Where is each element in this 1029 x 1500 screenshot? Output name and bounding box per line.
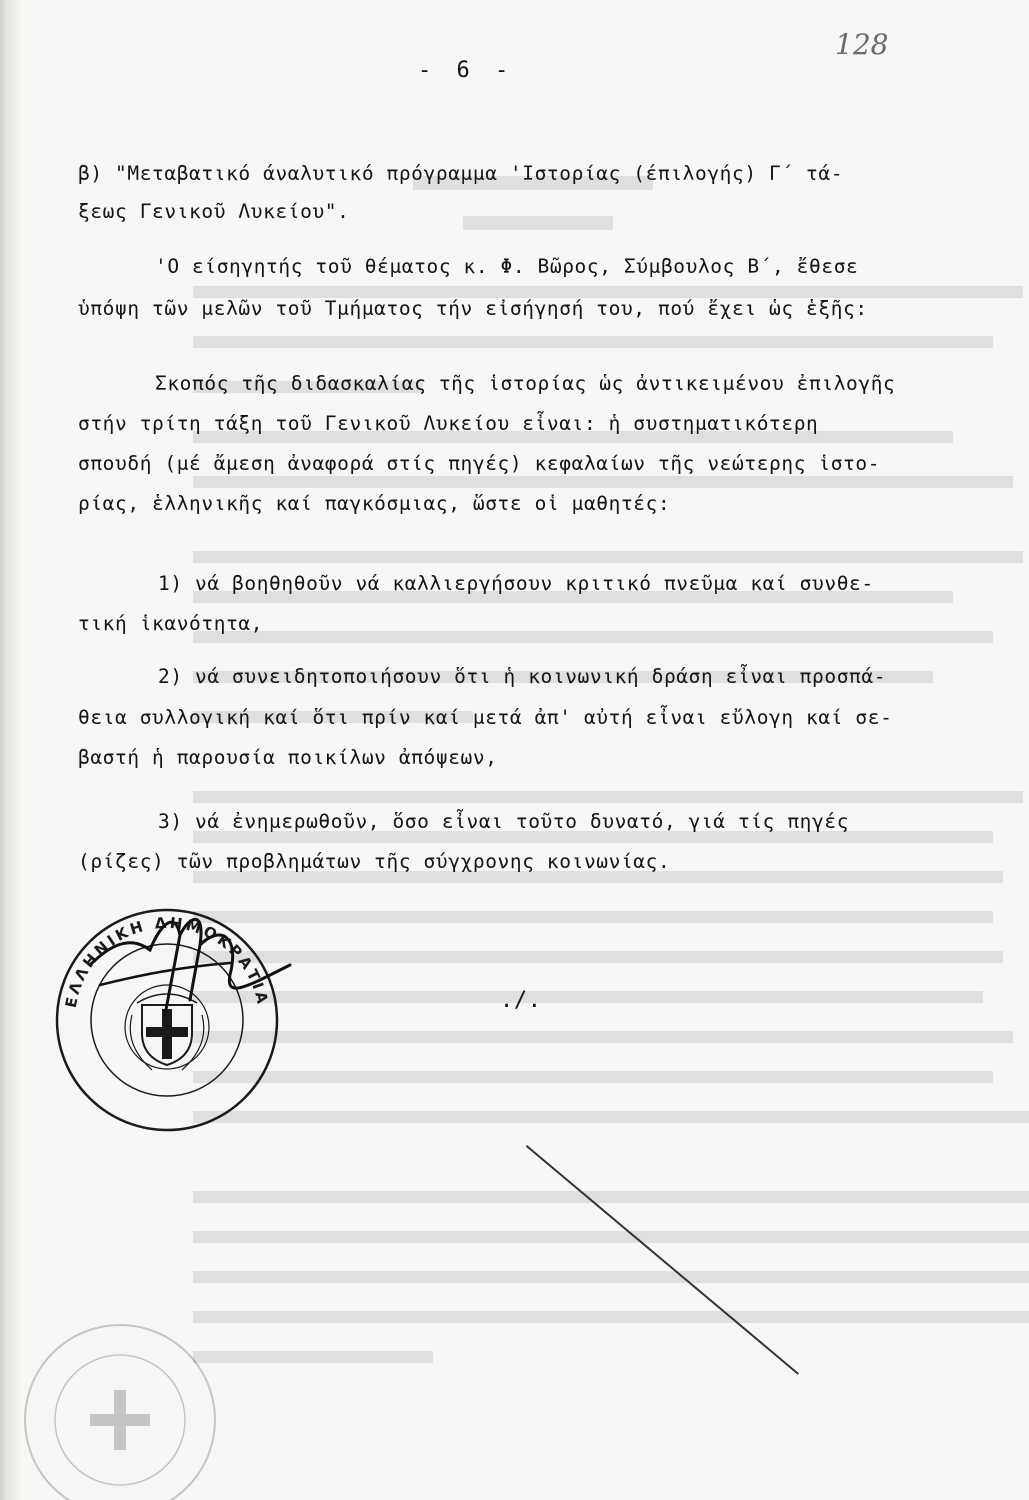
bleed-through-lines [193, 171, 1029, 1500]
point-3-line-1: 3) νά ἐνημερωθοῦν, ὅσο εἶναι τοῦτο δυνατό, γιά τίς πηγές [158, 810, 850, 833]
point-3-line-2: (ρίζες) τῶν προβλημάτων τῆς σύγχρονης κοινωνίας. [78, 850, 671, 873]
seal-ring-text: ΕΛΛΗΝΙΚΗ ΔΗΜΟΚΡΑΤΙΑ [61, 913, 273, 1010]
rapporteur-line-1: 'Ο είσηγητής τοῦ θέματος κ. Φ. Βῶρος, Σύμβουλος Β΄, ἔθεσε [155, 255, 859, 278]
handwritten-signature [80, 905, 310, 1105]
scan-edge-shadow [0, 0, 22, 1500]
point-2-line-1: 2) νά συνειδητοποιήσουν ὅτι ἡ κοινωνική δράση εἶναι προσπά- [158, 665, 887, 688]
aim-line-1: Σκοπός τῆς διδασκαλίας τῆς ἱστορίας ὡς ἀντικειμένου ἐπιλογῆς [155, 372, 896, 395]
point-2-line-2: θεια συλλογική καί ὅτι πρίν καί μετά ἀπ' αὐτή εἶναι εὔλογη καί σε- [78, 706, 893, 729]
point-2-line-3: βαστή ἡ παρουσία ποικίλων ἀπόψεων, [78, 746, 498, 769]
continuation-mark: ./. [500, 988, 542, 1013]
rapporteur-line-2: ὑπόψη τῶν μελῶν τοῦ Τμήματος τήν εἰσήγησή του, πού ἔχει ὡς ἑξῆς: [78, 297, 868, 320]
item-b-line-1: β) "Μεταβατικό άναλυτικό πρόγραμμα 'Ιστορίας (έπιλογής) Γ΄ τά- [78, 162, 844, 185]
point-1-line-1: 1) νά βοηθηθοῦν νά καλλιεργήσουν κριτικό πνεῦμα καί συνθε- [158, 572, 874, 595]
page-number: - 6 - [418, 58, 515, 83]
aim-line-3: σπουδή (μέ ἄμεση ἀναφορά στίς πηγές) κεφαλαίων τῆς νεώτερης ἱστο- [78, 452, 881, 475]
handwritten-folio-number: 128 [835, 28, 889, 61]
item-b-line-2: ξεως Γενικοῦ Λυκείου". [78, 200, 350, 223]
aim-line-2: στήν τρίτη τάξη τοῦ Γενικοῦ Λυκείου εἶναι: ἡ συστηματικότερη [78, 412, 819, 435]
aim-line-4: ρίας, ἑλληνικῆς καί παγκόσμιας, ὥστε οἱ μαθητές: [78, 492, 671, 515]
point-1-line-2: τική ἱκανότητα, [78, 612, 264, 635]
faint-bleed-stamp [20, 1320, 220, 1500]
